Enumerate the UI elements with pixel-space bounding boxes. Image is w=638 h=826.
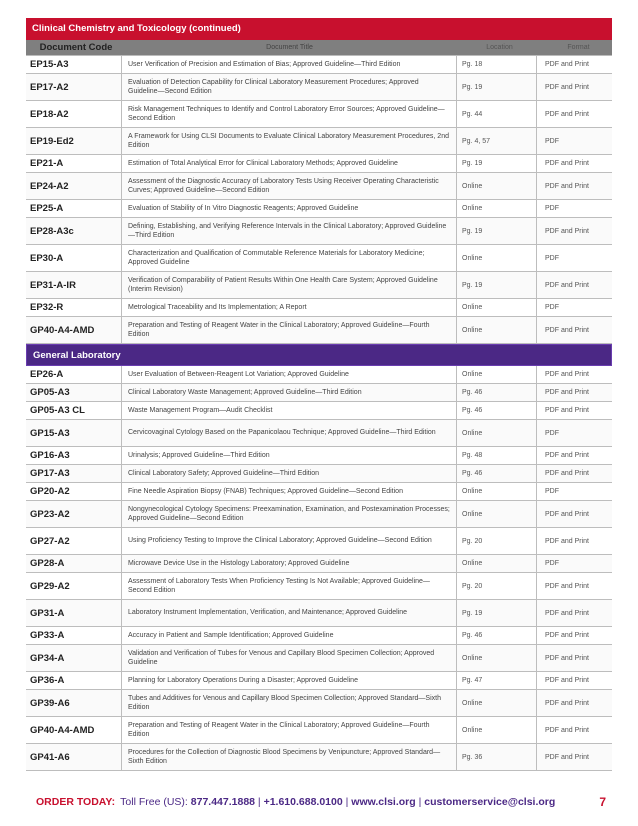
document-format: PDF and Print (545, 470, 589, 477)
document-code: EP26-A (26, 366, 122, 383)
section-heading-clinical-chemistry: Clinical Chemistry and Toxicology (continued) (26, 18, 612, 40)
document-format: PDF and Print (545, 677, 589, 684)
website-link[interactable]: www.clsi.org (351, 796, 416, 808)
document-title: User Evaluation of Between-Reagent Lot Variation; Approved Guideline (122, 366, 457, 383)
document-format: PDF and Print (545, 726, 589, 734)
document-format: PDF and Print (545, 537, 589, 545)
document-location: Pg. 18 (457, 56, 537, 73)
document-format: PDF and Print (545, 654, 589, 662)
document-code: EP31-A-IR (26, 272, 122, 298)
document-title: Planning for Laboratory Operations During a Disaster; Approved Guideline (122, 672, 457, 689)
table-row (26, 366, 612, 384)
document-code: EP28-A3c (26, 218, 122, 244)
document-format: PDF and Print (545, 182, 589, 190)
document-format: PDF and Print (545, 281, 589, 289)
table-row (26, 74, 612, 101)
document-location: Online (457, 483, 537, 500)
document-code: GP05-A3 (26, 384, 122, 401)
table-row (26, 501, 612, 528)
document-title: User Verification of Precision and Estimation of Bias; Approved Guideline—Third Edition (122, 56, 457, 73)
document-code: GP40-A4-AMD (26, 717, 122, 743)
document-code: GP33-A (26, 627, 122, 644)
document-format: PDF and Print (545, 510, 589, 518)
order-footer (36, 793, 606, 811)
document-format: PDF and Print (545, 582, 589, 590)
document-location: Pg. 19 (457, 155, 537, 172)
document-title: Validation and Verification of Tubes for Venous and Capillary Blood Specimen Collection; Approved Guideline (122, 645, 457, 671)
document-location: Pg. 19 (457, 74, 537, 100)
document-location: Pg. 48 (457, 447, 537, 464)
column-header-code: Document Code (39, 42, 113, 53)
document-code: GP34-A (26, 645, 122, 671)
table-row (26, 627, 612, 645)
document-title: Verification of Comparability of Patient Results Within One Health Care System; Approved Guideline (Interim Revision) (122, 272, 457, 298)
document-location: Pg. 46 (457, 627, 537, 644)
document-location: Pg. 20 (457, 573, 537, 599)
table-row (26, 465, 612, 483)
document-location: Pg. 46 (457, 465, 537, 482)
document-title: Procedures for the Collection of Diagnostic Blood Specimens by Venipuncture; Approved Standard—Sixth Edition (122, 744, 457, 770)
table-row (26, 420, 612, 447)
table-row (26, 402, 612, 420)
document-title: Using Proficiency Testing to Improve the Clinical Laboratory; Approved Guideline—Second Edition (122, 528, 457, 554)
separator: | (418, 796, 422, 808)
table-row (26, 128, 612, 155)
table-row (26, 744, 612, 771)
table-row (26, 56, 612, 74)
document-location: Online (457, 245, 537, 271)
document-title: Preparation and Testing of Reagent Water in the Clinical Laboratory; Approved Guideline—Fourth Edition (122, 317, 457, 343)
document-title: Fine Needle Aspiration Biopsy (FNAB) Techniques; Approved Guideline—Second Edition (122, 483, 457, 500)
document-format: PDF (545, 205, 559, 212)
document-title: Characterization and Qualification of Commutable Reference Materials for Laboratory Medicine; Approved Guideline (122, 245, 457, 271)
column-header-location: Location (486, 44, 513, 51)
document-location: Pg. 19 (457, 272, 537, 298)
document-code: GP16-A3 (26, 447, 122, 464)
document-code: GP29-A2 (26, 573, 122, 599)
document-code: GP17-A3 (26, 465, 122, 482)
document-location: Pg. 19 (457, 600, 537, 626)
document-location: Online (457, 173, 537, 199)
document-title: Metrological Traceability and Its Implementation; A Report (122, 299, 457, 316)
document-format: PDF and Print (545, 407, 589, 414)
page-number: 7 (599, 795, 606, 809)
document-title: Waste Management Program—Audit Checklist (122, 402, 457, 419)
separator: | (257, 796, 261, 808)
document-code: GP20-A2 (26, 483, 122, 500)
document-format: PDF (545, 137, 559, 145)
document-location: Pg. 46 (457, 402, 537, 419)
document-title: Evaluation of Stability of In Vitro Diagnostic Reagents; Approved Guideline (122, 200, 457, 217)
intl-phone-number: +1.610.688.0100 (263, 796, 343, 808)
document-title: Cervicovaginal Cytology Based on the Papanicolaou Technique; Approved Guideline—Third Edition (122, 420, 457, 446)
document-format: PDF and Print (545, 452, 589, 459)
section-heading-general-laboratory: General Laboratory (26, 344, 612, 366)
table-row (26, 384, 612, 402)
document-title: Accuracy in Patient and Sample Identification; Approved Guideline (122, 627, 457, 644)
document-location: Pg. 44 (457, 101, 537, 127)
document-code: GP31-A (26, 600, 122, 626)
document-location: Online (457, 717, 537, 743)
table-row (26, 645, 612, 672)
table-row (26, 218, 612, 245)
document-location: Online (457, 555, 537, 572)
document-title: Defining, Establishing, and Verifying Reference Intervals in the Clinical Laboratory; Approved Guideline—Third Edition (122, 218, 457, 244)
document-location: Online (457, 501, 537, 527)
section-rows-general-laboratory (26, 366, 612, 771)
document-title: Risk Management Techniques to Identify and Control Laboratory Error Sources; Approved Guideline—Second Edition (122, 101, 457, 127)
document-title: Clinical Laboratory Waste Management; Approved Guideline—Third Edition (122, 384, 457, 401)
table-row (26, 447, 612, 465)
table-row (26, 317, 612, 344)
table-row (26, 528, 612, 555)
document-location: Online (457, 200, 537, 217)
document-format: PDF and Print (545, 83, 589, 91)
document-title: Assessment of the Diagnostic Accuracy of Laboratory Tests Using Receiver Operating Characteristic Curves; Approved Guideline—Second Edition (122, 173, 457, 199)
document-title: Tubes and Additives for Venous and Capillary Blood Specimen Collection; Approved Standard—Sixth Edition (122, 690, 457, 716)
table-row (26, 299, 612, 317)
document-format: PDF and Print (545, 699, 589, 707)
toll-free-label: Toll Free (US): (120, 796, 188, 808)
table-row (26, 173, 612, 200)
document-title: Assessment of Laboratory Tests When Proficiency Testing Is Not Available; Approved Guideline—Second Edition (122, 573, 457, 599)
document-title: Nongynecological Cytology Specimens: Preexamination, Examination, and Postexamination Processes; Approved Guideline—Second Edition (122, 501, 457, 527)
document-location: Pg. 46 (457, 384, 537, 401)
document-format: PDF (545, 254, 559, 262)
separator: | (345, 796, 349, 808)
document-format: PDF (545, 560, 559, 567)
document-format: PDF (545, 429, 559, 437)
document-code: EP24-A2 (26, 173, 122, 199)
document-location: Online (457, 420, 537, 446)
document-location: Online (457, 299, 537, 316)
table-row (26, 717, 612, 744)
document-format: PDF and Print (545, 110, 589, 118)
document-title: Estimation of Total Analytical Error for Clinical Laboratory Methods; Approved Guideline (122, 155, 457, 172)
document-format: PDF and Print (545, 160, 589, 167)
table-row (26, 483, 612, 501)
document-location: Pg. 36 (457, 744, 537, 770)
document-title: Laboratory Instrument Implementation, Verification, and Maintenance; Approved Guideline (122, 600, 457, 626)
document-code: GP23-A2 (26, 501, 122, 527)
document-format: PDF and Print (545, 609, 589, 617)
document-code: GP05-A3 CL (26, 402, 122, 419)
table-row (26, 600, 612, 627)
toll-free-number: 877.447.1888 (190, 796, 255, 808)
document-format: PDF and Print (545, 371, 589, 378)
document-code: GP15-A3 (26, 420, 122, 446)
document-code: EP32-R (26, 299, 122, 316)
document-format: PDF and Print (545, 326, 589, 334)
document-location: Online (457, 366, 537, 383)
section-rows-clinical-chemistry (26, 56, 612, 344)
table-row (26, 672, 612, 690)
table-row (26, 555, 612, 573)
email-link[interactable]: customerservice@clsi.org (424, 796, 556, 808)
document-location: Online (457, 317, 537, 343)
document-format: PDF and Print (545, 61, 589, 68)
document-code: EP30-A (26, 245, 122, 271)
document-title: Preparation and Testing of Reagent Water in the Clinical Laboratory; Approved Guideline—Fourth Edition (122, 717, 457, 743)
document-code: GP41-A6 (26, 744, 122, 770)
document-code: EP17-A2 (26, 74, 122, 100)
document-code: EP19-Ed2 (26, 128, 122, 154)
document-location: Online (457, 690, 537, 716)
document-code: EP18-A2 (26, 101, 122, 127)
table-row (26, 573, 612, 600)
document-format: PDF and Print (545, 753, 589, 761)
document-format: PDF and Print (545, 227, 589, 235)
document-format: PDF and Print (545, 632, 589, 639)
document-location: Pg. 47 (457, 672, 537, 689)
document-format: PDF (545, 488, 559, 495)
document-code: GP27-A2 (26, 528, 122, 554)
catalog-table (26, 18, 612, 771)
table-row (26, 272, 612, 299)
document-code: EP15-A3 (26, 56, 122, 73)
document-code: GP39-A6 (26, 690, 122, 716)
document-title: Urinalysis; Approved Guideline—Third Edition (122, 447, 457, 464)
table-row (26, 690, 612, 717)
table-row (26, 200, 612, 218)
column-header-format: Format (567, 44, 590, 51)
document-code: GP40-A4-AMD (26, 317, 122, 343)
column-header-row (26, 40, 612, 56)
document-location: Pg. 4, 57 (457, 128, 537, 154)
column-header-title: Document Title (266, 43, 313, 51)
document-title: A Framework for Using CLSI Documents to Evaluate Clinical Laboratory Measurement Procedures, 2nd Edition (122, 128, 457, 154)
document-title: Clinical Laboratory Safety; Approved Guideline—Third Edition (122, 465, 457, 482)
document-location: Pg. 20 (457, 528, 537, 554)
document-location: Pg. 19 (457, 218, 537, 244)
document-code: GP28-A (26, 555, 122, 572)
order-today-label: ORDER TODAY: (36, 796, 116, 808)
table-row (26, 155, 612, 173)
table-row (26, 101, 612, 128)
document-title: Microwave Device Use in the Histology Laboratory; Approved Guideline (122, 555, 457, 572)
table-row (26, 245, 612, 272)
document-format: PDF and Print (545, 389, 589, 396)
document-format: PDF (545, 304, 559, 311)
document-code: EP21-A (26, 155, 122, 172)
document-location: Online (457, 645, 537, 671)
document-code: GP36-A (26, 672, 122, 689)
document-code: EP25-A (26, 200, 122, 217)
document-title: Evaluation of Detection Capability for Clinical Laboratory Measurement Procedures; Approved Guideline—Second Edition (122, 74, 457, 100)
